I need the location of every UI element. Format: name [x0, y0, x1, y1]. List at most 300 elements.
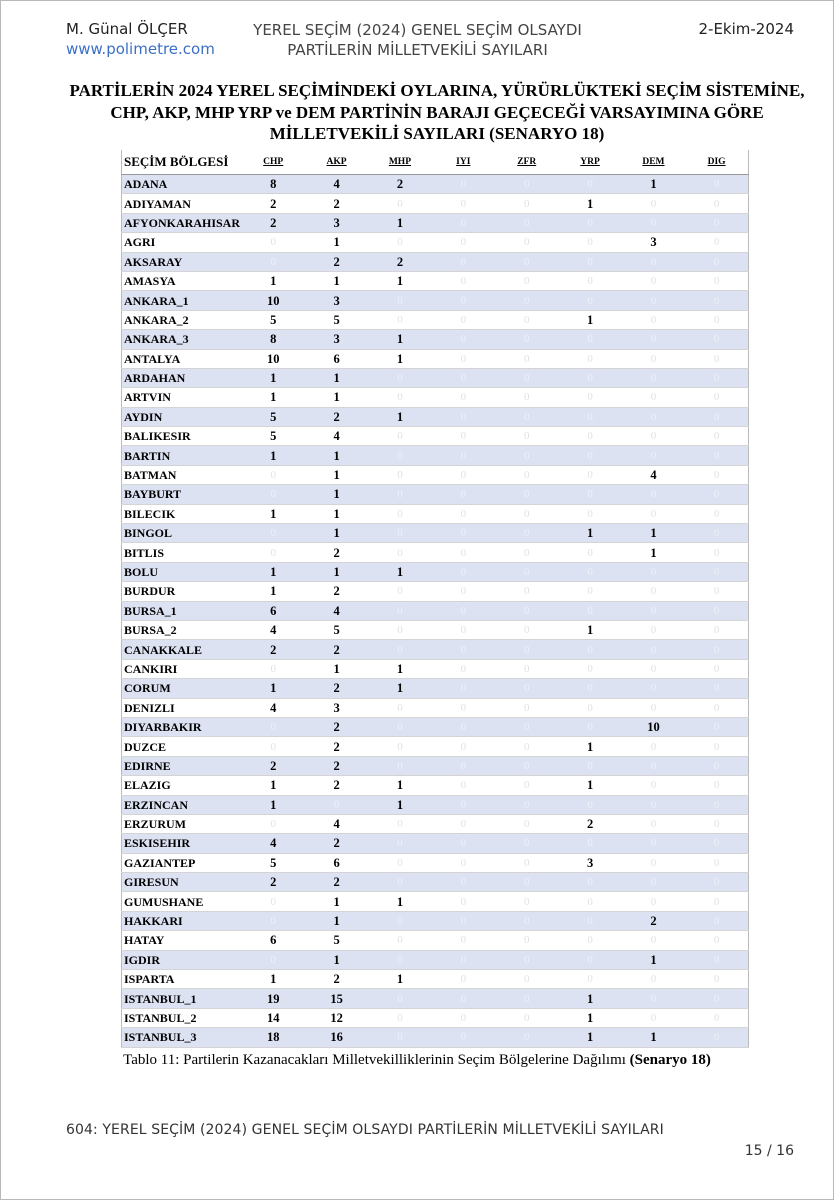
seat-count-cell: 0 [495, 970, 558, 989]
region-cell: BINGOL [122, 524, 242, 543]
seat-count-cell: 0 [622, 679, 685, 698]
seat-count-cell: 0 [622, 834, 685, 853]
seat-count-cell: 0 [622, 349, 685, 368]
seat-count-cell: 0 [432, 485, 495, 504]
seat-count-cell: 0 [432, 504, 495, 523]
seat-count-cell: 1 [368, 892, 431, 911]
seat-count-cell: 0 [558, 601, 621, 620]
table-row [122, 349, 749, 368]
table-row [122, 931, 749, 950]
seat-count-cell: 0 [495, 1028, 558, 1047]
seat-count-cell: 0 [432, 1028, 495, 1047]
seat-count-cell: 0 [495, 892, 558, 911]
seat-count-cell: 1 [368, 213, 431, 232]
seat-count-cell: 0 [432, 310, 495, 329]
seat-count-cell: 0 [685, 291, 748, 310]
seat-count-cell: 0 [558, 582, 621, 601]
region-cell: DIYARBAKIR [122, 717, 242, 736]
seat-count-cell: 0 [495, 310, 558, 329]
seat-count-cell: 0 [685, 310, 748, 329]
seat-count-cell: 0 [622, 698, 685, 717]
region-cell: BARTIN [122, 446, 242, 465]
seat-count-cell: 0 [622, 388, 685, 407]
seat-count-cell: 0 [495, 524, 558, 543]
seat-count-cell: 1 [622, 543, 685, 562]
seat-count-cell: 0 [685, 931, 748, 950]
seat-count-cell: 0 [368, 368, 431, 387]
footer-title: 604: YEREL SEÇİM (2024) GENEL SEÇİM OLSAYDI PARTİLERİN MİLLETVEKİLİ SAYILARI [66, 1122, 664, 1138]
table-row [122, 504, 749, 523]
seat-count-cell: 0 [495, 737, 558, 756]
table-row [122, 756, 749, 775]
table-row [122, 368, 749, 387]
seat-count-cell: 1 [242, 582, 305, 601]
seat-count-cell: 6 [242, 601, 305, 620]
seat-count-cell: 0 [622, 892, 685, 911]
column-header: YRP [558, 150, 621, 175]
seat-count-cell: 4 [305, 175, 368, 194]
seat-count-cell: 0 [432, 427, 495, 446]
seat-count-cell: 1 [368, 562, 431, 581]
region-cell: ISPARTA [122, 970, 242, 989]
seat-count-cell: 2 [305, 679, 368, 698]
seat-count-cell: 1 [622, 1028, 685, 1047]
title-line2: CHP, AKP, MHP YRP ve DEM PARTİNİN BARAJI GEÇECEĞİ VARSAYIMINA GÖRE [110, 102, 764, 122]
seat-count-cell: 0 [368, 756, 431, 775]
seat-count-cell: 1 [622, 175, 685, 194]
seat-count-cell: 0 [432, 873, 495, 892]
seat-count-cell: 0 [685, 834, 748, 853]
seat-count-cell: 0 [558, 407, 621, 426]
seat-count-cell: 0 [622, 620, 685, 639]
seat-count-cell: 0 [368, 427, 431, 446]
seat-count-cell: 0 [685, 407, 748, 426]
seat-count-cell: 0 [558, 795, 621, 814]
seat-count-cell: 0 [495, 911, 558, 930]
seat-count-cell: 0 [432, 524, 495, 543]
seat-count-cell: 0 [558, 213, 621, 232]
table-row [122, 950, 749, 969]
seat-count-cell: 0 [622, 873, 685, 892]
table-row [122, 989, 749, 1008]
region-cell: HAKKARI [122, 911, 242, 930]
seat-count-cell: 1 [558, 1008, 621, 1027]
seat-count-cell: 0 [558, 330, 621, 349]
region-cell: BURSA_2 [122, 620, 242, 639]
seat-count-cell: 1 [305, 271, 368, 290]
seat-count-cell: 0 [558, 388, 621, 407]
seat-count-cell: 0 [622, 795, 685, 814]
seat-count-cell: 0 [685, 640, 748, 659]
seat-count-cell: 0 [495, 271, 558, 290]
seat-count-cell: 0 [432, 330, 495, 349]
table-caption [0, 1052, 834, 1069]
seat-count-cell: 4 [622, 465, 685, 484]
table-row [122, 911, 749, 930]
table-row [122, 970, 749, 989]
seat-count-cell: 0 [622, 291, 685, 310]
seat-count-cell: 0 [495, 213, 558, 232]
column-header: DIG [685, 150, 748, 175]
table-row [122, 601, 749, 620]
seat-count-cell: 1 [242, 388, 305, 407]
region-cell: BALIKESIR [122, 427, 242, 446]
seat-count-cell: 0 [685, 970, 748, 989]
table-row [122, 233, 749, 252]
seat-count-cell: 0 [368, 504, 431, 523]
seat-count-cell: 0 [558, 543, 621, 562]
seat-count-cell: 0 [432, 756, 495, 775]
region-cell: ADANA [122, 175, 242, 194]
seat-count-cell: 0 [558, 465, 621, 484]
seats-table [121, 150, 749, 1048]
seat-count-cell: 0 [242, 892, 305, 911]
table-row [122, 776, 749, 795]
region-cell: ISTANBUL_1 [122, 989, 242, 1008]
seat-count-cell: 0 [495, 562, 558, 581]
seat-count-cell: 0 [495, 873, 558, 892]
seat-count-cell: 0 [495, 601, 558, 620]
region-cell: HATAY [122, 931, 242, 950]
table-header-row [122, 150, 749, 175]
seat-count-cell: 0 [622, 1008, 685, 1027]
seat-count-cell: 0 [242, 252, 305, 271]
seat-count-cell: 0 [685, 524, 748, 543]
seat-count-cell: 5 [305, 931, 368, 950]
seat-count-cell: 0 [558, 892, 621, 911]
seat-count-cell: 1 [305, 659, 368, 678]
seat-count-cell: 2 [305, 407, 368, 426]
seat-count-cell: 0 [242, 737, 305, 756]
seat-count-cell: 1 [305, 446, 368, 465]
seat-count-cell: 0 [685, 717, 748, 736]
seat-count-cell: 0 [432, 1008, 495, 1027]
seat-count-cell: 0 [368, 814, 431, 833]
seat-count-cell: 2 [305, 756, 368, 775]
caption-text: Tablo 11: Partilerin Kazanacakları Milletvekilliklerinin Seçim Bölgelerine Dağılımı [123, 1052, 630, 1068]
seat-count-cell: 5 [242, 427, 305, 446]
seat-count-cell: 0 [558, 931, 621, 950]
header-site-link[interactable]: www.polimetre.com [66, 40, 215, 58]
region-column-header: SEÇİM BÖLGESİ [122, 150, 242, 175]
table-row [122, 310, 749, 329]
region-cell: ERZINCAN [122, 795, 242, 814]
seat-count-cell: 0 [242, 911, 305, 930]
seat-count-cell: 2 [368, 252, 431, 271]
table-row [122, 659, 749, 678]
seat-count-cell: 0 [622, 601, 685, 620]
seat-count-cell: 0 [495, 175, 558, 194]
region-cell: ANTALYA [122, 349, 242, 368]
seat-count-cell: 0 [622, 737, 685, 756]
region-cell: DENIZLI [122, 698, 242, 717]
seat-count-cell: 5 [305, 620, 368, 639]
seat-count-cell: 0 [242, 717, 305, 736]
region-cell: AMASYA [122, 271, 242, 290]
seat-count-cell: 0 [368, 698, 431, 717]
seat-count-cell: 0 [368, 524, 431, 543]
region-cell: ADIYAMAN [122, 194, 242, 213]
seat-count-cell: 10 [242, 349, 305, 368]
seat-count-cell: 1 [305, 504, 368, 523]
seat-count-cell: 4 [242, 620, 305, 639]
seat-count-cell: 0 [622, 504, 685, 523]
seat-count-cell: 2 [622, 911, 685, 930]
seat-count-cell: 2 [242, 194, 305, 213]
header-date: 2-Ekim-2024 [698, 20, 794, 38]
seat-count-cell: 0 [432, 291, 495, 310]
seat-count-cell: 0 [495, 640, 558, 659]
table-row [122, 543, 749, 562]
seat-count-cell: 0 [685, 368, 748, 387]
seat-count-cell: 0 [495, 465, 558, 484]
seat-count-cell: 0 [685, 330, 748, 349]
seat-count-cell: 0 [558, 291, 621, 310]
seat-count-cell: 2 [242, 873, 305, 892]
seat-count-cell: 1 [368, 776, 431, 795]
seat-count-cell: 0 [368, 310, 431, 329]
seat-count-cell: 0 [495, 485, 558, 504]
seat-count-cell: 0 [558, 562, 621, 581]
seat-count-cell: 0 [685, 271, 748, 290]
seat-count-cell: 0 [495, 950, 558, 969]
seat-count-cell: 8 [242, 330, 305, 349]
seat-count-cell: 0 [558, 640, 621, 659]
table-row [122, 582, 749, 601]
seat-count-cell: 0 [368, 601, 431, 620]
table-row [122, 524, 749, 543]
region-cell: ERZURUM [122, 814, 242, 833]
seat-count-cell: 0 [495, 776, 558, 795]
region-cell: GAZIANTEP [122, 853, 242, 872]
seat-count-cell: 1 [305, 368, 368, 387]
table-row [122, 194, 749, 213]
table-row [122, 853, 749, 872]
seat-count-cell: 0 [685, 950, 748, 969]
seat-count-cell: 3 [305, 291, 368, 310]
seat-count-cell: 18 [242, 1028, 305, 1047]
seat-count-cell: 1 [242, 271, 305, 290]
seat-count-cell: 1 [242, 446, 305, 465]
seat-count-cell: 0 [495, 795, 558, 814]
table-row [122, 873, 749, 892]
table-row [122, 562, 749, 581]
seat-count-cell: 0 [432, 175, 495, 194]
seat-count-cell: 0 [622, 194, 685, 213]
seat-count-cell: 0 [685, 620, 748, 639]
seat-count-cell: 0 [495, 698, 558, 717]
seat-count-cell: 2 [558, 814, 621, 833]
table-row [122, 427, 749, 446]
seat-count-cell: 5 [242, 407, 305, 426]
table-row [122, 388, 749, 407]
table-row [122, 679, 749, 698]
seat-count-cell: 0 [622, 640, 685, 659]
region-cell: ESKISEHIR [122, 834, 242, 853]
seat-count-cell: 0 [622, 931, 685, 950]
seat-count-cell: 10 [242, 291, 305, 310]
seat-count-cell: 0 [622, 330, 685, 349]
seat-count-cell: 2 [305, 252, 368, 271]
seat-count-cell: 0 [432, 679, 495, 698]
header-author: M. Günal ÖLÇER [66, 20, 188, 38]
seat-count-cell: 0 [622, 756, 685, 775]
seat-count-cell: 0 [685, 1008, 748, 1027]
seat-count-cell: 2 [305, 582, 368, 601]
seat-count-cell: 2 [305, 543, 368, 562]
seat-count-cell: 0 [685, 659, 748, 678]
seat-count-cell: 0 [685, 737, 748, 756]
table-row [122, 620, 749, 639]
seat-count-cell: 0 [368, 737, 431, 756]
seat-count-cell: 0 [495, 407, 558, 426]
seat-count-cell: 0 [432, 213, 495, 232]
seat-count-cell: 16 [305, 1028, 368, 1047]
seat-count-cell: 0 [558, 427, 621, 446]
seat-count-cell: 0 [685, 562, 748, 581]
seat-count-cell: 0 [432, 776, 495, 795]
seat-count-cell: 0 [432, 989, 495, 1008]
caption-bold: (Senaryo 18) [629, 1052, 711, 1068]
seat-count-cell: 0 [622, 776, 685, 795]
seat-count-cell: 0 [242, 543, 305, 562]
seat-count-cell: 0 [495, 814, 558, 833]
seat-count-cell: 0 [495, 504, 558, 523]
region-cell: ARDAHAN [122, 368, 242, 387]
region-cell: AFYONKARAHISAR [122, 213, 242, 232]
seat-count-cell: 0 [622, 427, 685, 446]
seat-count-cell: 1 [305, 911, 368, 930]
seat-count-cell: 0 [432, 446, 495, 465]
seat-count-cell: 0 [685, 543, 748, 562]
seat-count-cell: 1 [305, 562, 368, 581]
seat-count-cell: 0 [432, 911, 495, 930]
seat-count-cell: 1 [305, 388, 368, 407]
seat-count-cell: 0 [558, 717, 621, 736]
seat-count-cell: 0 [558, 698, 621, 717]
table-body [122, 175, 749, 1048]
region-cell: BOLU [122, 562, 242, 581]
seat-count-cell: 2 [305, 873, 368, 892]
region-cell: ISTANBUL_2 [122, 1008, 242, 1027]
seat-count-cell: 0 [622, 562, 685, 581]
seat-count-cell: 0 [495, 1008, 558, 1027]
seat-count-cell: 0 [368, 717, 431, 736]
seat-count-cell: 0 [368, 388, 431, 407]
seat-count-cell: 0 [495, 388, 558, 407]
seat-count-cell: 0 [558, 175, 621, 194]
seat-count-cell: 0 [368, 194, 431, 213]
seat-count-cell: 0 [242, 950, 305, 969]
seat-count-cell: 0 [368, 853, 431, 872]
seat-count-cell: 0 [368, 931, 431, 950]
seat-count-cell: 3 [305, 698, 368, 717]
seat-count-cell: 1 [242, 504, 305, 523]
seat-count-cell: 0 [368, 1028, 431, 1047]
seat-count-cell: 0 [558, 252, 621, 271]
region-cell: ANKARA_1 [122, 291, 242, 310]
region-cell: BATMAN [122, 465, 242, 484]
seat-count-cell: 0 [495, 659, 558, 678]
seat-count-cell: 0 [368, 465, 431, 484]
seat-count-cell: 0 [432, 931, 495, 950]
seat-count-cell: 4 [305, 427, 368, 446]
seat-count-cell: 0 [622, 989, 685, 1008]
seat-count-cell: 0 [685, 427, 748, 446]
seat-count-cell: 0 [432, 737, 495, 756]
seat-count-cell: 2 [305, 640, 368, 659]
seat-count-cell: 0 [368, 582, 431, 601]
table-row [122, 485, 749, 504]
seat-count-cell: 0 [495, 679, 558, 698]
seat-count-cell: 2 [242, 640, 305, 659]
seat-count-cell: 0 [242, 524, 305, 543]
region-cell: BITLIS [122, 543, 242, 562]
seat-count-cell: 0 [432, 950, 495, 969]
column-header: CHP [242, 150, 305, 175]
seat-count-cell: 2 [242, 213, 305, 232]
seat-count-cell: 12 [305, 1008, 368, 1027]
seat-count-cell: 14 [242, 1008, 305, 1027]
seat-count-cell: 0 [432, 582, 495, 601]
seat-count-cell: 1 [558, 737, 621, 756]
seat-count-cell: 0 [685, 892, 748, 911]
seat-count-cell: 0 [558, 659, 621, 678]
seat-count-cell: 1 [242, 679, 305, 698]
seat-count-cell: 1 [368, 407, 431, 426]
seat-count-cell: 0 [368, 873, 431, 892]
seat-count-cell: 2 [242, 756, 305, 775]
seat-count-cell: 0 [242, 485, 305, 504]
seat-count-cell: 2 [305, 776, 368, 795]
seat-count-cell: 0 [432, 814, 495, 833]
seat-count-cell: 0 [432, 368, 495, 387]
seat-count-cell: 0 [622, 213, 685, 232]
table-row [122, 640, 749, 659]
seat-count-cell: 0 [432, 252, 495, 271]
table-row [122, 252, 749, 271]
seat-count-cell: 0 [685, 252, 748, 271]
seat-count-cell: 1 [242, 562, 305, 581]
seat-count-cell: 4 [242, 698, 305, 717]
seat-count-cell: 0 [432, 970, 495, 989]
seat-count-cell: 2 [305, 970, 368, 989]
seat-count-cell: 1 [558, 776, 621, 795]
seat-count-cell: 0 [685, 504, 748, 523]
seat-count-cell: 0 [495, 620, 558, 639]
region-cell: AGRI [122, 233, 242, 252]
seat-count-cell: 0 [432, 620, 495, 639]
document-title [40, 80, 834, 145]
seat-count-cell: 0 [622, 446, 685, 465]
seat-count-cell: 1 [558, 310, 621, 329]
seat-count-cell: 3 [305, 330, 368, 349]
region-cell: AYDIN [122, 407, 242, 426]
region-cell: BURSA_1 [122, 601, 242, 620]
region-cell: GUMUSHANE [122, 892, 242, 911]
region-cell: GIRESUN [122, 873, 242, 892]
seat-count-cell: 0 [685, 679, 748, 698]
seat-count-cell: 1 [622, 950, 685, 969]
seat-count-cell: 0 [685, 175, 748, 194]
column-header: DEM [622, 150, 685, 175]
table-row [122, 892, 749, 911]
seat-count-cell: 1 [368, 271, 431, 290]
seat-count-cell: 0 [622, 582, 685, 601]
seat-count-cell: 0 [432, 562, 495, 581]
seat-count-cell: 0 [432, 194, 495, 213]
seat-count-cell: 4 [242, 834, 305, 853]
